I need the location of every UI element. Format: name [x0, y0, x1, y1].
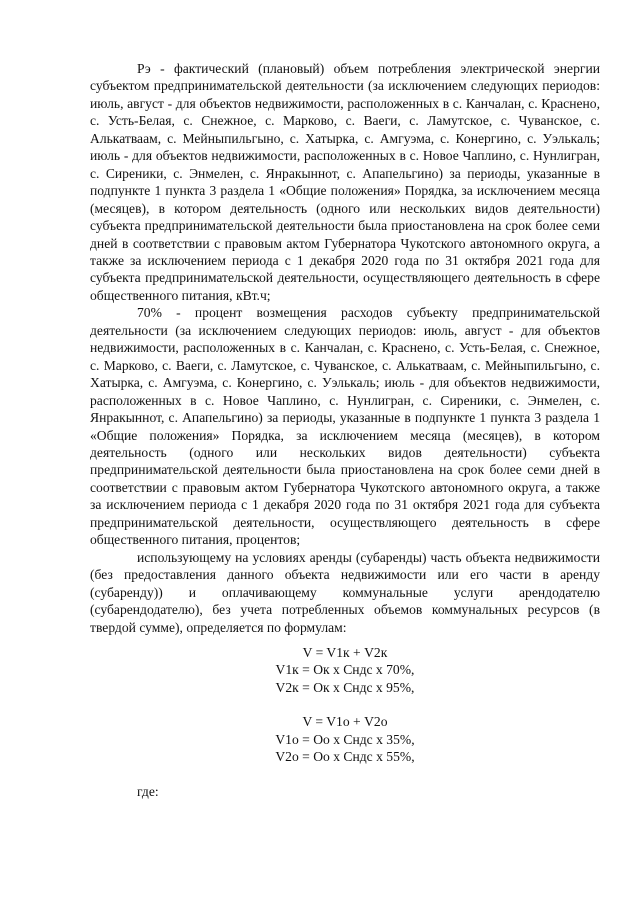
paragraph-rent-formula-intro: использующему на условиях аренды (субаренды) часть объекта недвижимости (без предоставления данного объекта недвижимости или его части в аренду (субаренду)) и оплачивающему коммунальные услуги арендодателю (субарендодателю), без учета потребленных объемов коммунальных ресурсов (в твердой сумме), определяется по формулам: [90, 549, 600, 635]
formula-line: V = V1к + V2к [302, 644, 388, 660]
formula-block-k [90, 644, 600, 696]
formula-line: V1к = Ок х Сндс х 70%, [275, 662, 415, 678]
document-page [90, 60, 600, 800]
formula-line: V = V1о + V2о [302, 714, 388, 730]
formula-line: V1о = Оо х Сндс х 35%, [275, 731, 415, 747]
formula-block-o [90, 713, 600, 765]
formula-line: V2о = Оо х Сндс х 55%, [275, 749, 415, 765]
paragraph-70-percent: 70% - процент возмещения расходов субъекту предпринимательской деятельности (за исключением следующих периодов: июль, август - для объектов недвижимости, расположенных в с. Канчалан, с. Краснено, с. Усть-Белая, с. Снежное, с. Марково, с. Ваеги, с. Ламутское, с. Чуванское, с. Алькатваам, с. Мейныпильгыно, с. Хатырка, с. Амгуэма, с. Конергино, с. Уэлькаль; июль - для объектов недвижимости, расположенных в с. Новое Чаплино, с. Нунлигран, с. Сиреники, с. Энмелен, с. Янракыннот, с. Апапельгино) за периоды, указанные в подпункте 1 пункта 3 раздела 1 «Общие положения» Порядка, за исключением месяца (месяцев), в котором деятельность (одного или нескольких видов деятельности) субъекта предпринимательской деятельности была приостановлена на срок более семи дней в соответствии с правовым актом Губернатора Чукотского автономного округа, а также за исключением периода с 1 декабря 2020 года по 31 октября 2021 года для субъекта предпринимательской деятельности, осуществляющего деятельность в сфере общественного питания, процентов; [90, 305, 600, 548]
formula-line: V2к = Ок х Сндс х 95%, [275, 679, 415, 695]
paragraph-re-definition: Рэ - фактический (плановый) объем потребления электрической энергии субъектом предпринимательской деятельности (за исключением следующих периодов: июль, август - для объектов недвижимости, расположенных в с. Канчалан, с. Краснено, с. Усть-Белая, с. Снежное, с. Марково, с. Ваеги, с. Ламутское, с. Чуванское, с. Алькатваам, с. Мейныпильгыно, с. Хатырка, с. Амгуэма, с. Конергино, с. Уэлькаль; июль - для объектов недвижимости, расположенных в с. Новое Чаплино, с. Нунлигран, с. Сиреники, с. Энмелен, с. Янракыннот, с. Апапельгино) за периоды, указанные в подпункте 1 пункта 3 раздела 1 «Общие положения» Порядка, за исключением месяца (месяцев), в котором деятельность (одного или нескольких видов деятельности) субъекта предпринимательской деятельности была приостановлена на срок более семи дней в соответствии с правовым актом Губернатора Чукотского автономного округа, а также за исключением периода с 1 декабря 2020 года по 31 октября 2021 года для субъекта предпринимательской деятельности, осуществляющего деятельность в сфере общественного питания, кВт.ч; [90, 61, 600, 303]
where-label: где: [137, 783, 159, 799]
